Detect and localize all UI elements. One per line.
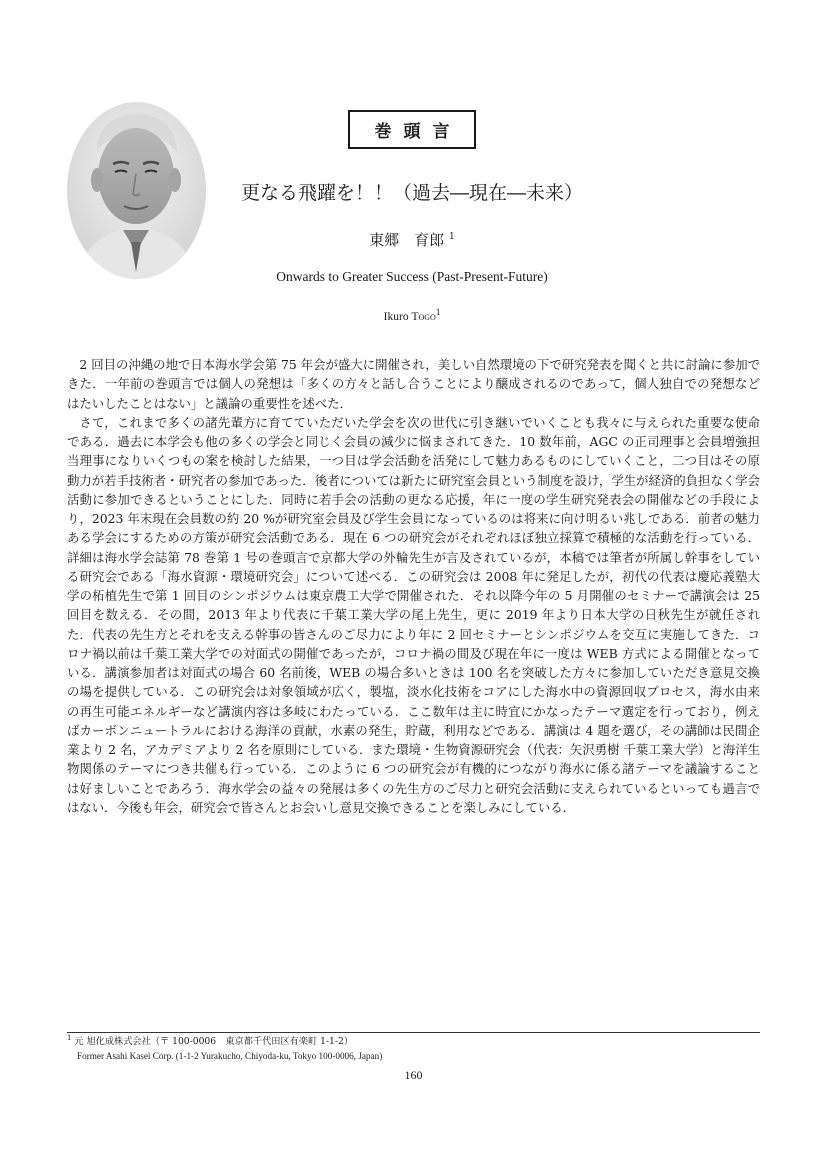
footnote-divider	[67, 1032, 760, 1033]
footnote	[67, 1035, 760, 1063]
footnote-japanese-text: 元 旭化成株式会社（〒 100-0006 東京都千代田区有楽町 1-1-2）	[74, 1036, 354, 1047]
footnote-mark: 1	[67, 1033, 72, 1042]
author-japanese	[200, 229, 624, 250]
author-english	[200, 307, 624, 323]
author-english-given: Ikuro	[383, 311, 409, 323]
body-paragraph: さて，これまで多くの諸先輩方に育てていただいた学会を次の世代に引き継いでいくことも我々に与えられた重要な使命である．過去に本学会も他の多くの学会と同じく会員の減少に悩まされてきた．10 数年前，AGC の正司理事と会員増強担当理事になりいくつもの案を検討した結果，一つ目は学会活動を活発にして魅力あるものにしていくこと，二つ目はその原動力が若手技術者・研究者の参加であった．後者については新たに研究室会員という制度を設け，学生が経済的負担なく学会活動に参加できるということにした．同時に若手会の活動の更なる応援，年に一度の学生研究発表会の開催などの手段により，2023 年末現在会員数の約 20 %が研究室会員及び学生会員になっているのは将来に向け明るい兆しである．前者の魅力ある学会にするための方策が研究会活動である．現在 6 つの研究会がそれぞれほぼ独立採算で積極的な活動を行っている．詳細は海水学会誌第 78 巻第 1 号の巻頭言で京都大学の外輪先生が言及されているが，本稿では筆者が所属し幹事をしている研究会である「海水資源・環境研究会」について述べる．この研究会は 2008 年に発足したが，初代の代表は慶応義塾大学の柘植先生で第 1 回目のシンポジウムは東京農工大学で開催された．それ以降今年の 5 月開催のセミナーで講演会は 25 回目を数える．その間，2013 年より代表に千葉工業大学の尾上先生，更に 2019 年より日本大学の日秋先生が就任された．代表の先生方とそれを支える幹事の皆さんのご尽力により年に 2 回セミナーとシンポジウムを交互に実施してきた．コロナ禍以前は千葉工業大学での対面式の開催であったが，コロナ禍の間及び現在年に一度は WEB 方式による開催となっている．講演参加者は対面式の場合 60 名前後，WEB の場合多いときは 100 名を突破した方々に参加していただき意見交換の場を提供している．この研究会は対象領域が広く，製塩，淡水化技術をコアにした海水中の資源回収プロセス，海水由来の再生可能エネルギーなど講演内容は多岐にわたっている．ここ数年は主に時宜にかなったテーマ選定を行っており，例えばカーボンニュートラルにおける海洋の貢献，水素の発生，貯蔵，利用などである．講演は 4 題を選び，その講師は民間企業より 2 名，アカデミアより 2 名を原則にしている．また環境・生物資源研究会（代表：矢沢勇樹 千葉工業大学）と海洋生物関係のテーマにつき共催も行っている．このように 6 つの研究会が有機的につながり海水に係る諸テーマを議論することは好ましいことであろう．海水学会の益々の発展は多くの先生方のご尽力と研究会活動に支えられているといっても過言ではない．今後も年会，研究会で皆さんとお会いし意見交換できることを楽しみにしている．	[67, 414, 761, 815]
page-number: 160	[404, 1068, 423, 1082]
body-paragraph: 2 回目の沖縄の地で日本海水学会第 75 年会が盛大に開催され，美しい自然環境の下で研究発表を聞くと共に討論に参加できた．一年前の巻頭言では個人の発想は「多くの方々と話し合うことにより醸成されるのであって，個人独自での発想などはたいしたことはない」と議論の重要性を述べた．	[67, 357, 760, 411]
title-japanese: 更なる飛躍を！！（過去―現在―未来）	[240, 182, 583, 204]
footnote-japanese	[67, 1035, 760, 1049]
author-english-family: Togo	[411, 311, 436, 323]
title-english: Onwards to Greater Success (Past-Present-Future)	[276, 269, 548, 284]
author-affiliation-mark: 1	[449, 232, 455, 242]
author-japanese-name: 東郷 育郎	[369, 231, 445, 249]
article-body	[67, 355, 760, 817]
footnote-english: Former Asahi Kasei Corp. (1-1-2 Yurakucho, Chiyoda-ku, Tokyo 100-0006, Japan)	[77, 1051, 383, 1061]
section-label: 巻頭言	[348, 110, 476, 149]
author-english-affiliation-mark: 1	[435, 307, 441, 318]
